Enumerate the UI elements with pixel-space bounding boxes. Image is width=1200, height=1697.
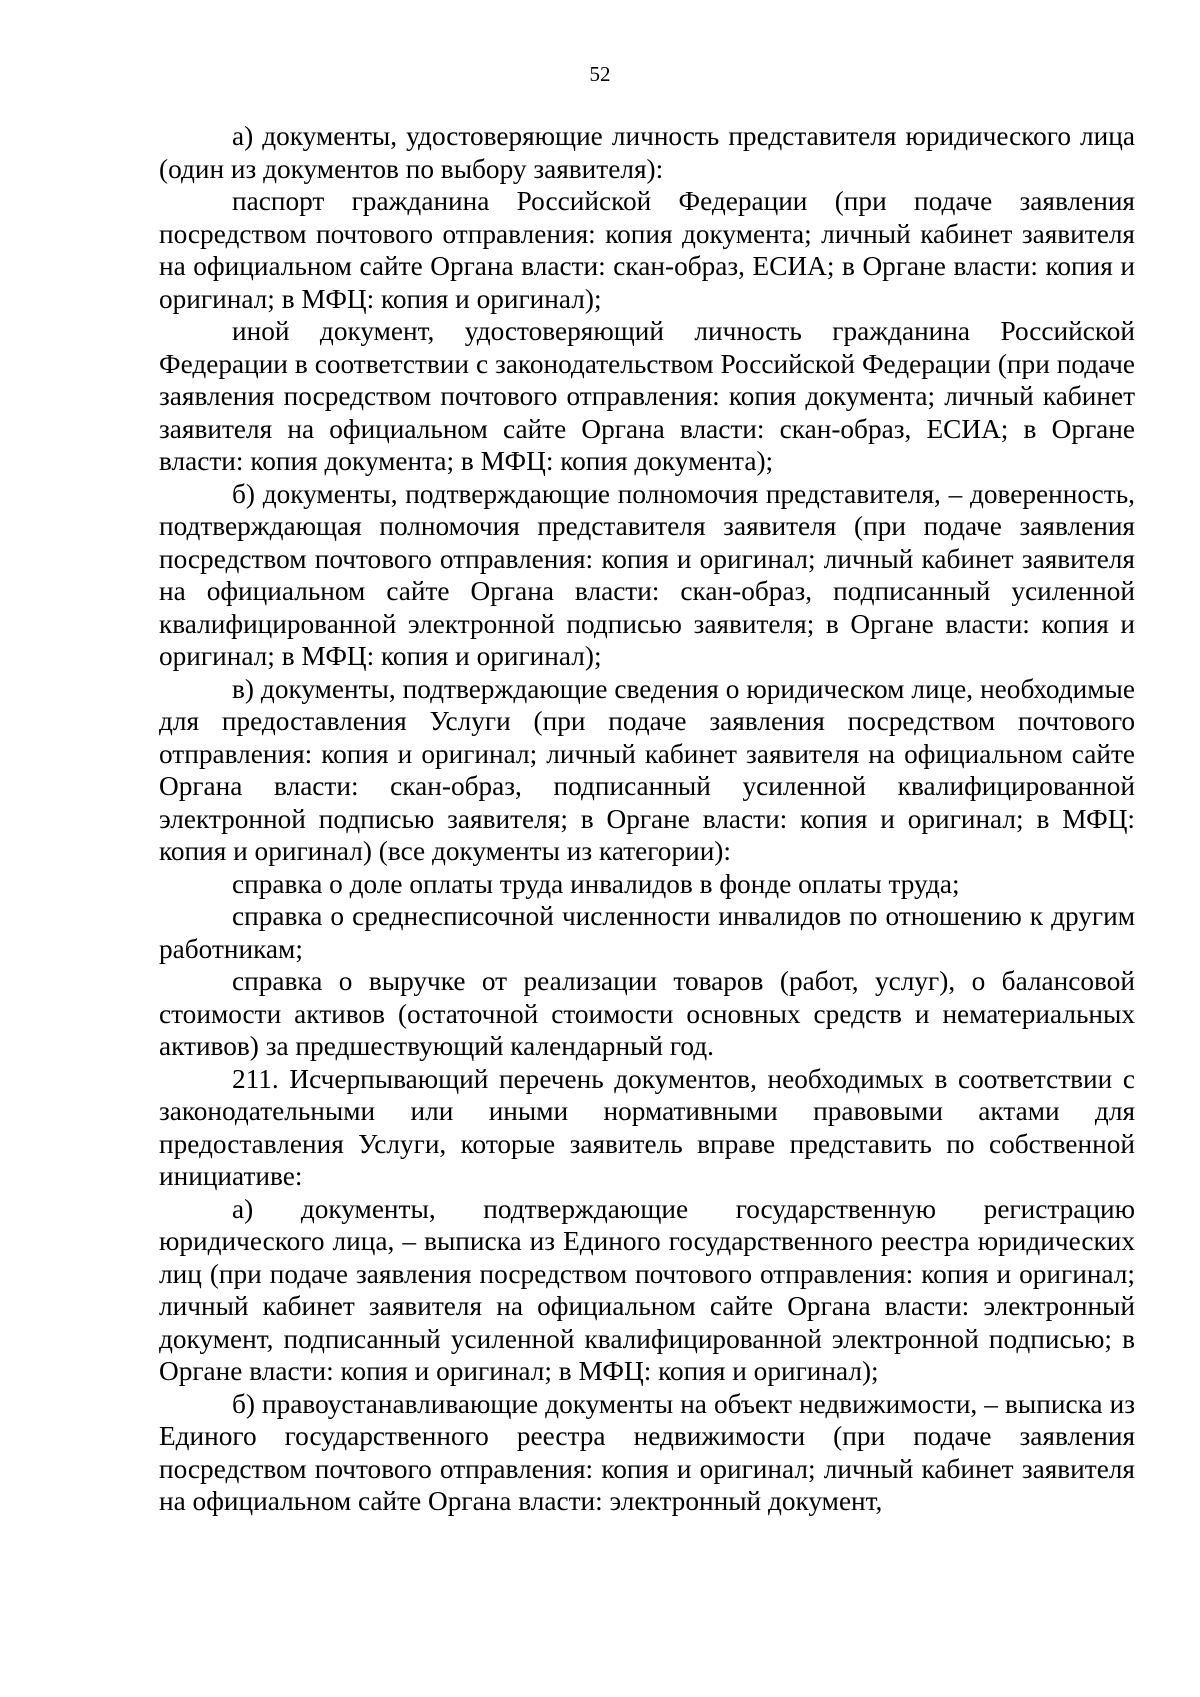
paragraph-representative-authority: б) документы, подтверждающие полномочия представителя, – доверенность, подтверждающая полномочия представителя заявителя (при подаче заявления посредством почтового отправления: копия и оригинал; личный кабинет заявителя на официальном сайте Органа власти: скан-образ, подписанный усиленной квалифицированной электронной подписью заявителя; в Органе власти: копия и оригинал; в МФЦ: копия и оригинал);	[159, 478, 1135, 671]
paragraph-other-identity-doc: иной документ, удостоверяющий личность гражданина Российской Федерации в соответствии с законодательством Российской Федерации (при подаче заявления посредством почтового отправления: копия документа; личный кабинет заявителя на официальном сайте Органа власти: скан-образ, ЕСИА; в Органе власти: копия документа; в МФЦ: копия документа);	[159, 316, 1135, 476]
paragraph-section-211: 211. Исчерпывающий перечень документов, необходимых в соответствии с законодательными или иными нормативными правовыми актами для предоставления Услуги, которые заявитель вправе представить по собственной инициативе:	[159, 1063, 1135, 1191]
paragraph-state-registration: а) документы, подтверждающие государственную регистрацию юридического лица, – выписка из Единого государственного реестра юридических лиц (при подаче заявления посредством почтового отправления: копия и оригинал; личный кабинет заявителя на официальном сайте Органа власти: электронный документ, подписанный усиленной квалифицированной электронной подписью; в Органе власти: копия и оригинал; в МФЦ: копия и оригинал);	[159, 1193, 1135, 1386]
document-body	[159, 120, 1135, 1518]
page-number: 52	[589, 62, 611, 86]
paragraph-property-rights: б) правоустанавливающие документы на объект недвижимости, – выписка из Единого государственного реестра недвижимости (при подаче заявления посредством почтового отправления: копия и оригинал; личный кабинет заявителя на официальном сайте Органа власти: электронный документ,	[159, 1388, 1135, 1516]
paragraph-representative-identity-docs: а) документы, удостоверяющие личность представителя юридического лица (один из документов по выбору заявителя):	[159, 121, 1135, 184]
paragraph-passport: паспорт гражданина Российской Федерации (при подаче заявления посредством почтового отправления: копия документа; личный кабинет заявителя на официальном сайте Органа власти: скан-образ, ЕСИА; в Органе власти: копия и оригинал; в МФЦ: копия и оригинал);	[159, 186, 1135, 314]
paragraph-legal-entity-info: в) документы, подтверждающие сведения о юридическом лице, необходимые для предоставления Услуги (при подаче заявления посредством почтового отправления: копия и оригинал; личный кабинет заявителя на официальном сайте Органа власти: скан-образ, подписанный усиленной квалифицированной электронной подписью заявителя; в Органе власти: копия и оригинал; в МФЦ: копия и оригинал) (все документы из категории):	[159, 673, 1135, 866]
paragraph-disabled-headcount: справка о среднесписочной численности инвалидов по отношению к другим работникам;	[159, 901, 1135, 964]
paragraph-revenue-assets: справка о выручке от реализации товаров (работ, услуг), о балансовой стоимости активов (остаточной стоимости основных средств и нематериальных активов) за предшествующий календарный год.	[159, 966, 1135, 1061]
paragraph-disabled-wage-share: справка о доле оплаты труда инвалидов в фонде оплаты труда;	[232, 868, 960, 899]
